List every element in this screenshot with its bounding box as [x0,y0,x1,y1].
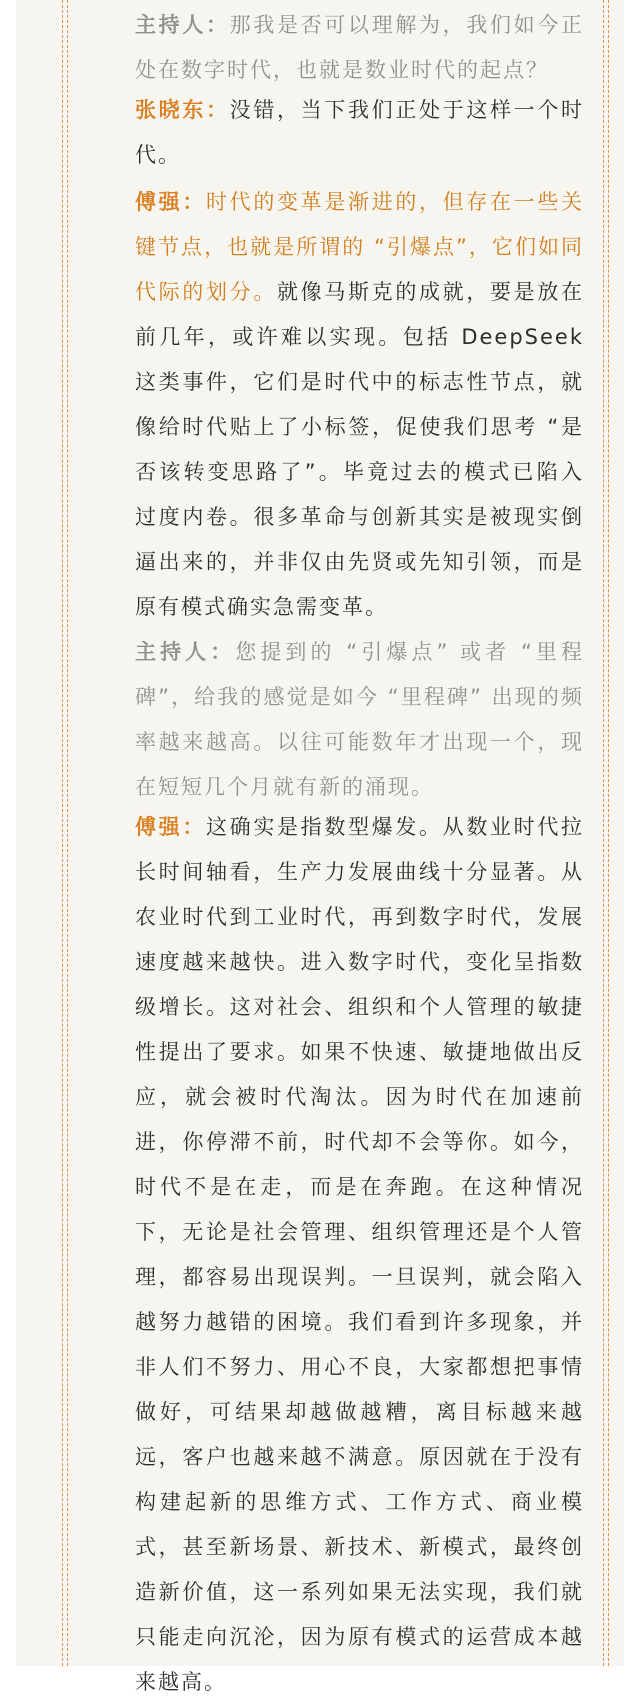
speaker-label: 傅强： [135,190,206,214]
paragraph-text: 没错，当下我们正处于这样一个时代。 [135,98,585,167]
speaker-label: 张晓东： [135,98,230,122]
left-inner-dashed-border [67,0,68,1666]
host-question-1 [87,3,584,93]
paragraph-text: 您提到的 “引爆点” 或者 “里程碑”，给我的感觉是如今 “里程碑” 出现的频率越来越高。以往可能数年才出现一个，现在短短几个月就有新的涌现。 [135,640,584,799]
fu-answer-2 [87,805,584,1705]
speaker-label: 主持人： [135,640,236,664]
speaker-label: 傅强： [135,815,206,839]
host-question-2 [87,630,584,810]
left-outer-dashed-border [62,0,63,1666]
paragraph-text: 就像马斯克的成就，要是放在前几年，或许难以实现。包括 DeepSeek 这类事件，它们是时代中的标志性节点，就像给时代贴上了小标签，促使我们思考 “是否该转变思路了”。毕竟过去的模式已陷入过度内卷。很多革命与创新其实是被现实倒逼出来的，并非仅由先贤或先知引领，而是原有模式确实急需变革。 [135,280,584,619]
paragraph-text: 那我是否可以理解为，我们如今正处在数字时代，也就是数业时代的起点？ [135,13,585,82]
paragraph-text: 这确实是指数型爆发。从数业时代拉长时间轴看，生产力发展曲线十分显著。从农业时代到工业时代，再到数字时代，发展速度越来越快。进入数字时代，变化呈指数级增长。这对社会、组织和个人管理的敏捷性提出了要求。如果不快速、敏捷地做出反应，就会被时代淘汰。因为时代在加速前进，你停滞不前，时代却不会等你。如今，时代不是在走，而是在奔跑。在这种情况下，无论是社会管理、组织管理还是个人管理，都容易出现误判。一旦误判，就会陷入越努力越错的困境。我们看到许多现象，并非人们不努力、用心不良，大家都想把事情做好，可结果却越做越糟，离目标越来越远，客户也越来越不满意。原因就在于没有构建起新的思维方式、工作方式、商业模式，甚至新场景、新技术、新模式，最终创造新价值，这一系列如果无法实现，我们就只能走向沉沦，因为原有模式的运营成本越来越高。 [135,815,584,1694]
speaker-label: 主持人： [135,13,230,37]
fu-answer-1 [87,180,584,630]
article-frame [16,0,624,1694]
right-outer-dashed-border [608,0,609,1666]
highlighted-text: 时代的变革是渐进的，但存在一些关键节点，也就是所谓的 “引爆点”，它们如同代际的划分。 [135,190,584,304]
right-inner-dashed-border [603,0,604,1666]
zhang-answer [87,88,584,178]
